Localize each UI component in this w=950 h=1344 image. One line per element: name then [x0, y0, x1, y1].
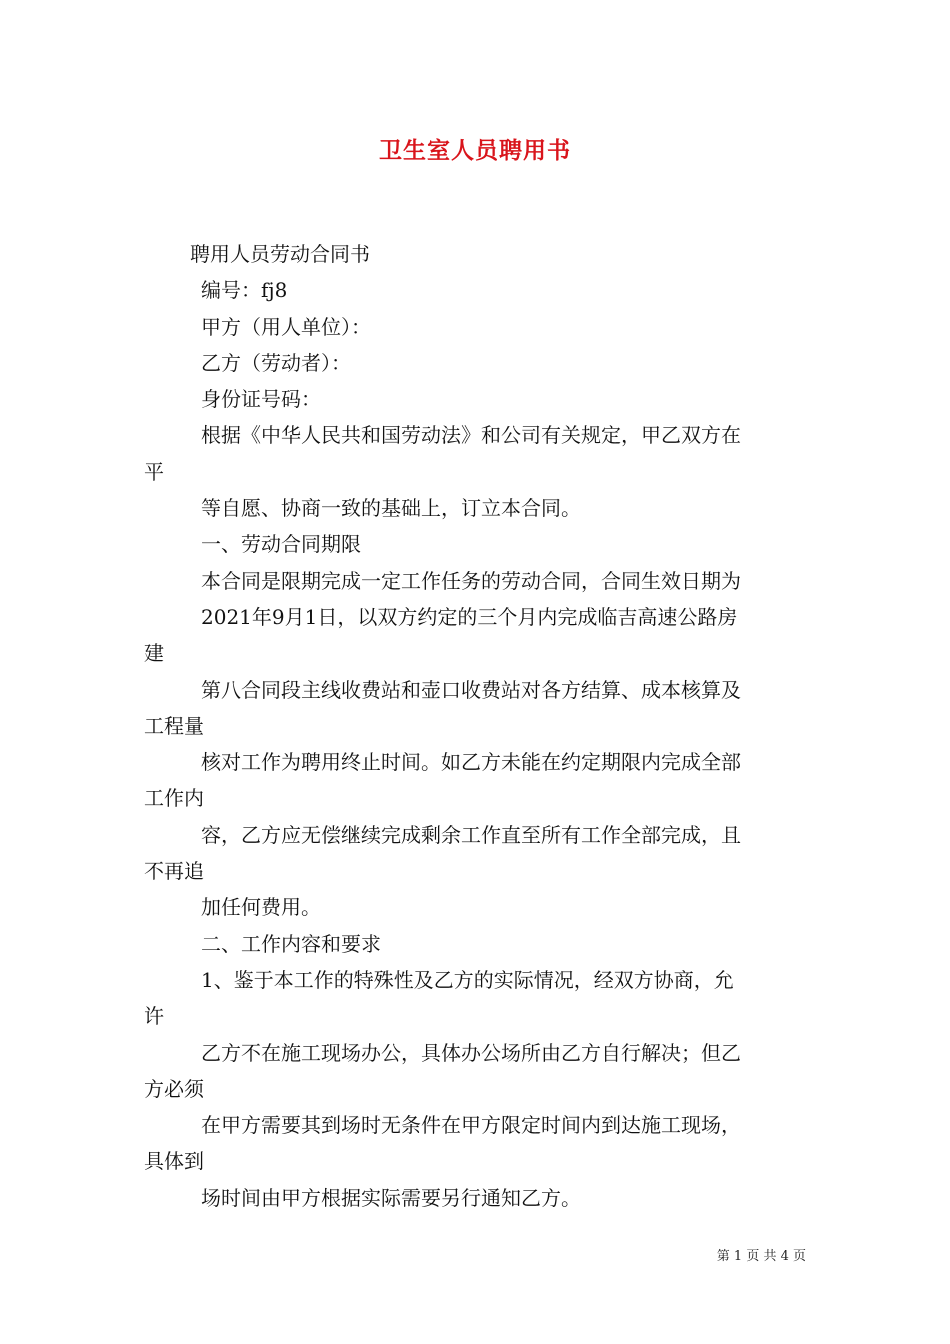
- party-b-label: 乙方（劳动者）：: [201, 350, 351, 375]
- paragraph-line: 平: [144, 459, 164, 484]
- section-heading: 二、工作内容和要求: [201, 931, 381, 956]
- paragraph-line: 等自愿、协商一致的基础上，订立本合同。: [201, 496, 581, 521]
- paragraph-line: 在甲方需要其到场时无条件在甲方限定时间内到达施工现场，: [201, 1113, 741, 1138]
- paragraph-line: 场时间由甲方根据实际需要另行通知乙方。: [201, 1185, 581, 1210]
- paragraph-line: 容，乙方应无偿继续完成剩余工作直至所有工作全部完成，且: [201, 822, 741, 847]
- id-number-label: 身份证号码：: [201, 387, 321, 412]
- page-number-footer: 第 1 页 共 4 页: [716, 1249, 806, 1264]
- paragraph-line: 许: [144, 1004, 164, 1029]
- document-body: [144, 236, 816, 1216]
- paragraph-line: 本合同是限期完成一定工作任务的劳动合同，合同生效日期为: [201, 568, 741, 593]
- contract-number: 编号：fj8: [201, 278, 288, 303]
- paragraph-line: 2021年9月1日，以双方约定的三个月内完成临吉高速公路房: [201, 604, 738, 629]
- page-title: 卫生室人员聘用书: [379, 138, 571, 164]
- paragraph-line: 乙方不在施工现场办公，具体办公场所由乙方自行解决；但乙: [201, 1040, 741, 1065]
- paragraph-line: 根据《中华人民共和国劳动法》和公司有关规定，甲乙双方在: [201, 423, 741, 448]
- section-heading: 一、劳动合同期限: [201, 532, 361, 557]
- paragraph-line: 1、鉴于本工作的特殊性及乙方的实际情况，经双方协商，允: [201, 967, 734, 992]
- paragraph-line: 核对工作为聘用终止时间。如乙方未能在约定期限内完成全部: [201, 750, 741, 775]
- party-a-label: 甲方（用人单位）：: [201, 314, 371, 339]
- paragraph-line: 方必须: [144, 1076, 204, 1101]
- paragraph-line: 第八合同段主线收费站和壶口收费站对各方结算、成本核算及: [201, 677, 741, 702]
- paragraph-line: 不再追: [144, 859, 204, 884]
- paragraph-line: 工程量: [144, 713, 204, 738]
- paragraph-line: 具体到: [144, 1149, 204, 1174]
- paragraph-line: 加任何费用。: [201, 895, 321, 920]
- contract-heading: 聘用人员劳动合同书: [190, 242, 370, 266]
- paragraph-line: 建: [144, 641, 164, 666]
- paragraph-line: 工作内: [144, 786, 204, 811]
